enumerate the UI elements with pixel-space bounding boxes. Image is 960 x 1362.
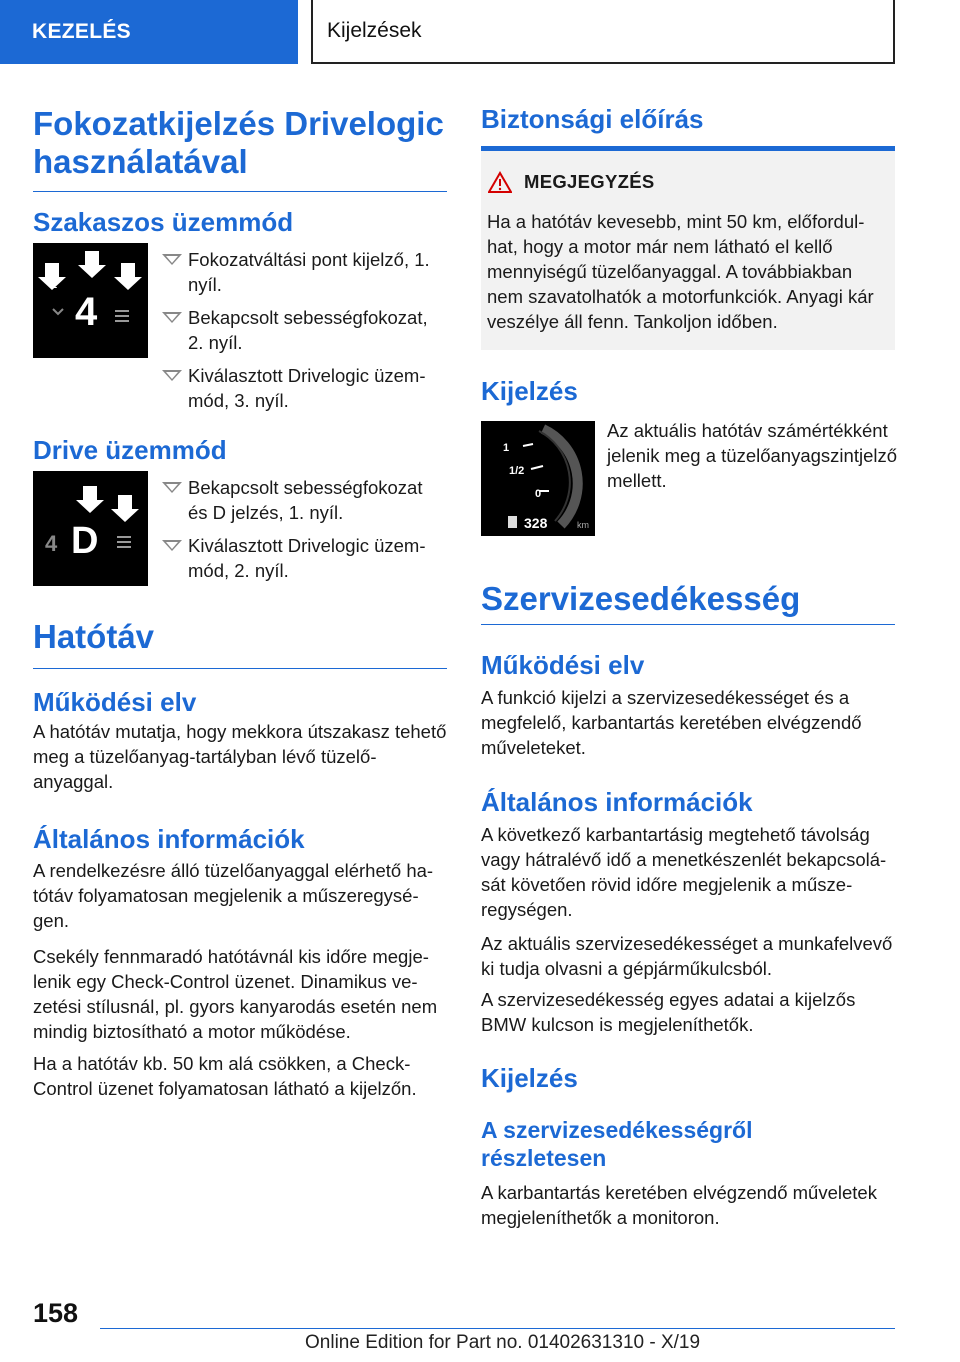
previous-gear-digit: 4 — [45, 531, 58, 556]
page-title-drivelogic: Fokozatkijelzés Drivelogic használatával — [33, 105, 447, 192]
section-title-range: Hatótáv — [33, 618, 447, 669]
callout-1: 1 — [87, 501, 93, 511]
triangle-bullet-icon — [162, 254, 182, 265]
general-paragraph-3: Ha a hatótáv kb. 50 km alá csökken, a Check-Control üzenet folyamatosan látható a kijelzőn. — [33, 1053, 417, 1099]
heading-drive-mode: Drive üzemmód — [33, 435, 227, 465]
triangle-bullet-icon — [162, 370, 182, 381]
section-tab — [311, 0, 895, 64]
list-item: Kiválasztott Drivelogic üzemmód, 2. nyíl. — [162, 533, 447, 583]
chapter-label: KEZELÉS — [32, 20, 131, 43]
section-label: Kijelzések — [327, 19, 422, 42]
gauge-tick-half: 1/2 — [509, 465, 525, 477]
drive-letter: D — [71, 520, 99, 562]
triangle-bullet-icon — [162, 312, 182, 323]
note-text: Ha a hatótáv kevesebb, mint 50 km, előfordulhat, hogy a motor már nem látható el kellő mennyiségű tüzelőanyaggal. A továbbiakban nem szavatolhatók a motorfunkciók. Anyagi kár veszélye áll fenn. Tankoljon időben. — [487, 211, 874, 332]
chapter-tab — [0, 0, 298, 64]
callout-3: 3 — [126, 280, 132, 290]
callout-1: 1 — [52, 280, 58, 290]
callout-2: 2 — [89, 267, 95, 277]
heading-service-detail: A szervizesedékességről részletesen — [481, 1117, 753, 1171]
warning-triangle-icon — [488, 171, 512, 193]
heading-service-general: Általános információk — [481, 787, 753, 817]
heading-service-display: Kijelzés — [481, 1063, 578, 1093]
service-principle-paragraph: A funkció kijelzi a szervizesedékességet és a megfelelő, karbantartás keretében elvégzendő műveleteket. — [481, 687, 862, 758]
service-general-paragraph-2: Az aktuális szervizesedékességet a munkafelvevő ki tudja olvasni a gépjárműkulcsból. — [481, 933, 893, 979]
fuel-gauge-image — [481, 421, 595, 536]
heading-general-info: Általános információk — [33, 824, 305, 854]
service-general-paragraph-1: A következő karbantartásig megtehető távolság vagy hátralévő idő a menetkészenlét bekapcsolását követően rövid időre megjelenik a műszeregységen. — [481, 824, 887, 920]
heading-sequential-mode: Szakaszos üzemmód — [33, 207, 294, 237]
general-paragraph-2: Csekély fennmaradó hatótávnál kis időre megjelenik egy Check-Control üzenet. Dinamikus vezetési stílusnál, pl. gyors kanyarodás esetén nem mindig biztosítható a motor működése. — [33, 946, 438, 1042]
heading-service-principle: Működési elv — [481, 650, 645, 680]
note-title: MEGJEGYZÉS — [524, 171, 655, 192]
footer-divider — [100, 1328, 895, 1329]
list-item: Kiválasztott Drivelogic üzemmód, 3. nyíl. — [162, 363, 447, 413]
gauge-tick-full: 1 — [503, 442, 510, 454]
callout-2: 2 — [122, 510, 128, 520]
service-general-paragraph-3: A szervizesedékesség egyes adatai a kijelzős BMW kulcson is megjeleníthetők. — [481, 989, 856, 1035]
heading-display: Kijelzés — [481, 376, 578, 406]
note-box — [481, 146, 895, 350]
footer-edition: Online Edition for Part no. 01402631310 - X/19 — [305, 1332, 701, 1353]
service-detail-paragraph: A karbantartás keretében elvégzendő műveletek megjeleníthetők a monitoron. — [481, 1182, 877, 1228]
gear-display-sequential-image — [33, 243, 148, 358]
triangle-bullet-icon — [162, 482, 182, 493]
page-number: 158 — [33, 1298, 79, 1328]
range-unit: km — [577, 520, 589, 530]
drive-bullet-list — [162, 475, 447, 591]
gear-digit: 4 — [75, 290, 98, 334]
sequential-bullet-list — [162, 247, 447, 421]
gear-display-drive-image — [33, 471, 148, 586]
heading-principle: Működési elv — [33, 687, 197, 717]
list-item: Bekapcsolt sebességfokozat és D jelzés, 1. nyíl. — [162, 475, 447, 525]
heading-safety: Biztonsági előírás — [481, 104, 704, 134]
general-paragraph-1: A rendelkezésre álló tüzelőanyaggal elérhető hatótáv folyamatosan megjelenik a műszeregységen. — [33, 860, 434, 931]
display-paragraph: Az aktuális hatótáv számértékként jelenik meg a tüzelőanyagszintjelző mellett. — [607, 420, 898, 491]
list-item: Bekapcsolt sebességfokozat, 2. nyíl. — [162, 305, 447, 355]
principle-paragraph: A hatótáv mutatja, hogy mekkora útszakasz tehető meg a tüzelőanyag-tartályban lévő tüzelőanyaggal. — [33, 721, 447, 792]
list-item: Fokozatváltási pont kijelző, 1. nyíl. — [162, 247, 447, 297]
range-value: 328 — [524, 515, 548, 531]
gauge-tick-empty: 0 — [535, 488, 542, 500]
triangle-bullet-icon — [162, 540, 182, 551]
section-title-service: Szervizesedékesség — [481, 580, 895, 625]
